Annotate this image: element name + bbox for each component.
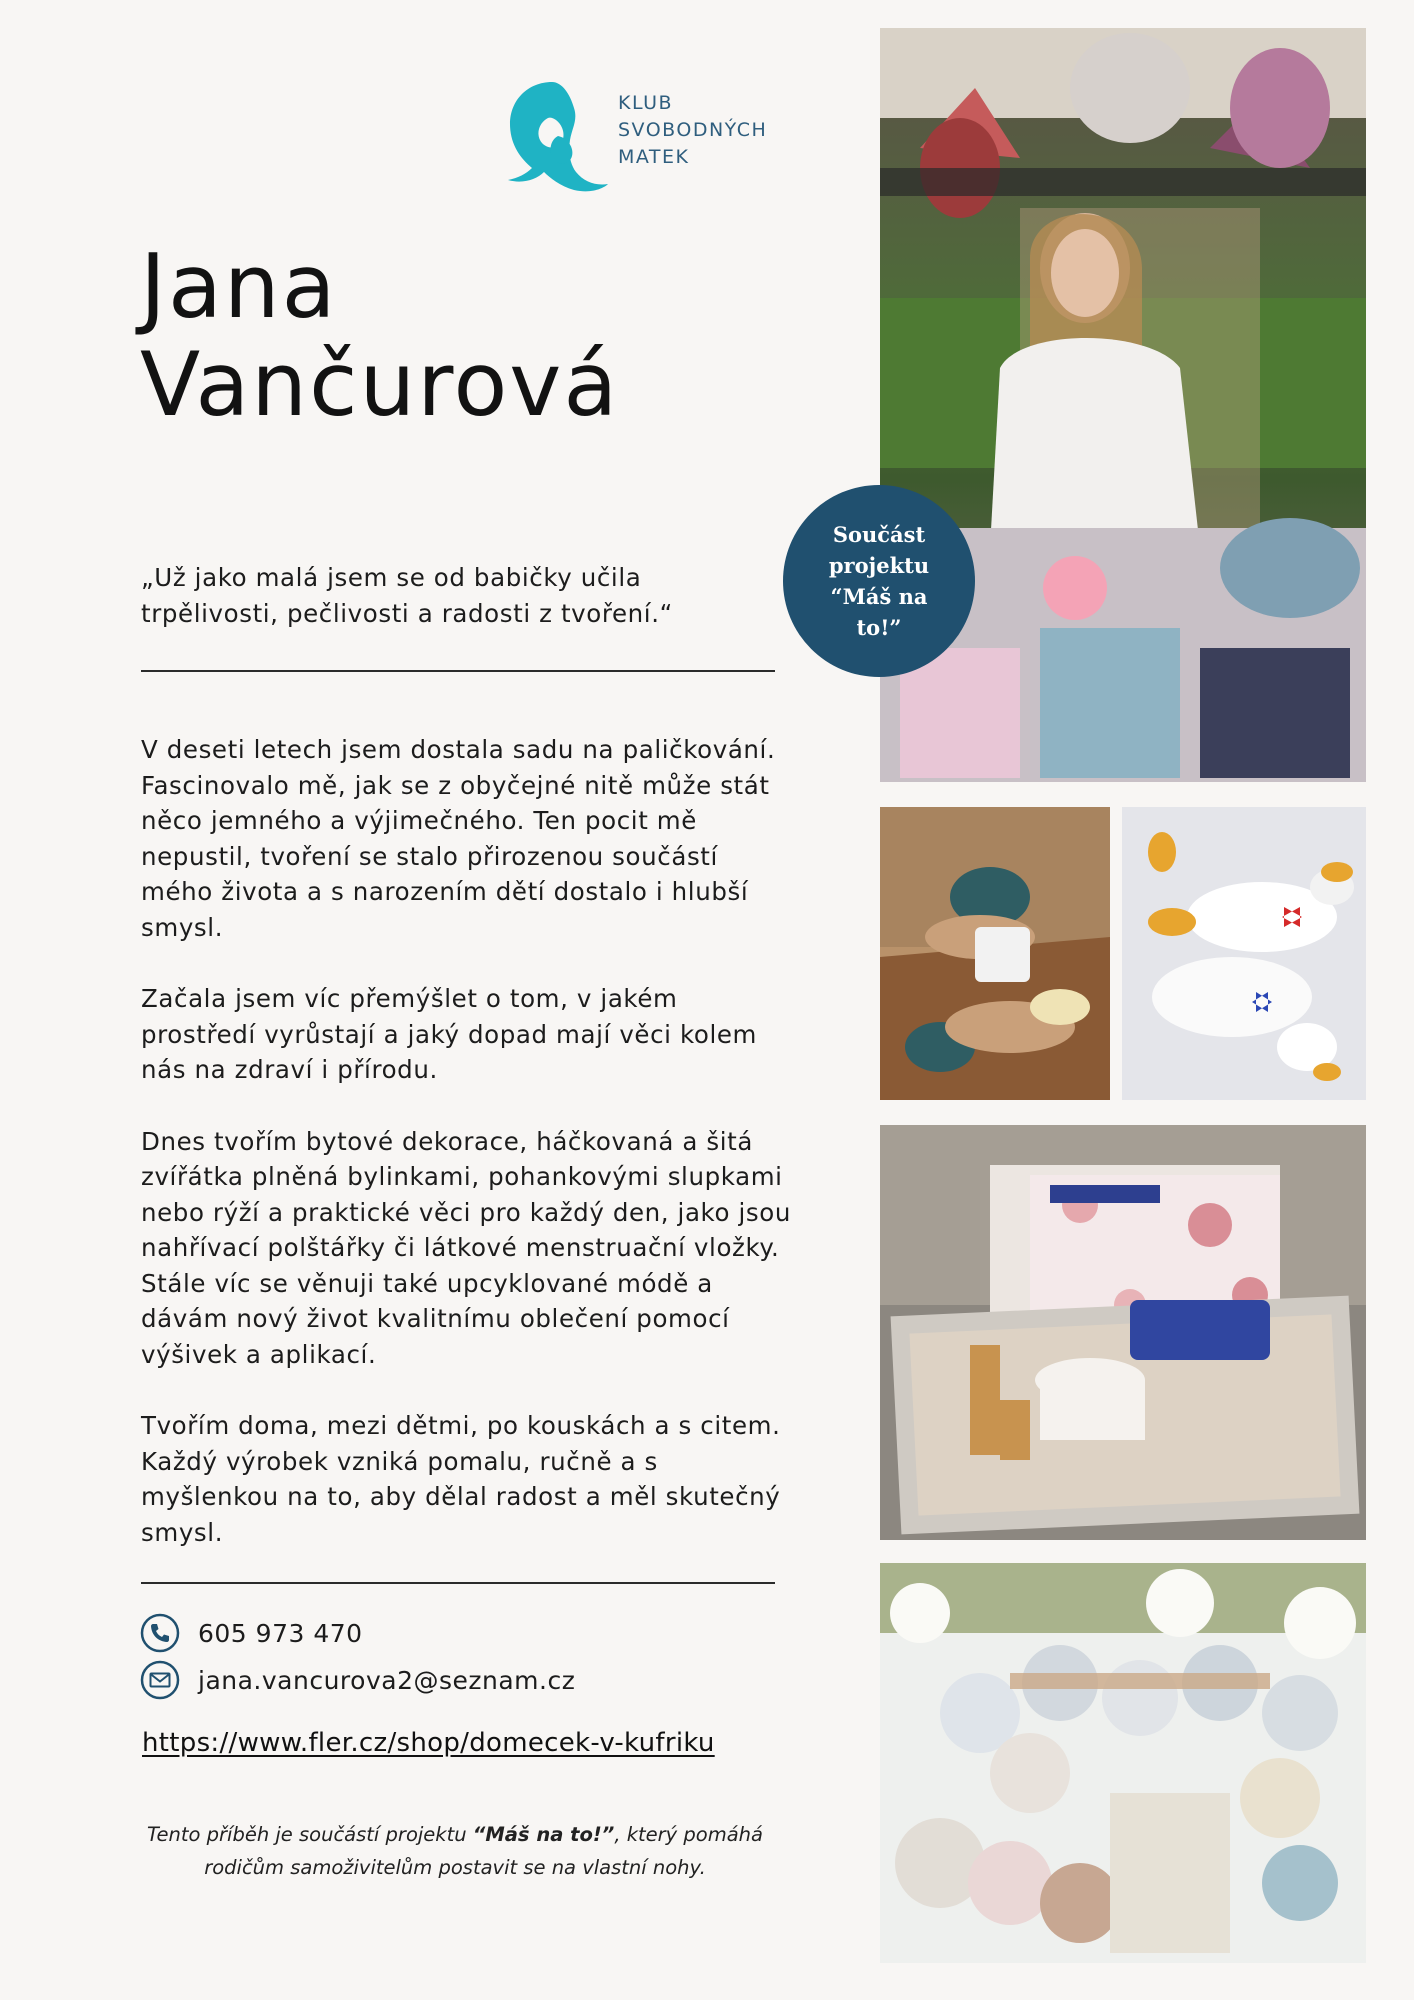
footnote-text-end: , který pomáhá rodičům samoživitelům postavit se na vlastní nohy. <box>204 1823 763 1879</box>
photo-market-stall-portrait <box>880 28 1366 782</box>
photo-crocheted-geese <box>1122 807 1366 1100</box>
club-logo <box>500 78 800 198</box>
contact-email[interactable] <box>140 1658 575 1702</box>
title-last-name: Vančurová <box>140 333 620 436</box>
page-title <box>140 235 740 436</box>
photo-crocheted-ducks <box>880 807 1110 1100</box>
envelope-icon <box>140 1660 180 1700</box>
title-first-name: Jana <box>140 235 338 338</box>
divider-top <box>141 670 775 672</box>
story-body <box>141 732 791 1586</box>
logo-line-3: MATEK <box>618 146 690 168</box>
contact-phone[interactable] <box>140 1611 363 1655</box>
story-paragraph-2: Začala jsem víc přemýšlet o tom, v jakém prostředí vyrůstají a jaký dopad mají věci kolem nás na zdraví i přírodu. <box>141 984 758 1084</box>
story-paragraph-4: Tvořím doma, mezi dětmi, po kouskách a s citem. Každý výrobek vzniká pomalu, ručně a s myšlenkou na to, aby dělal radost a měl skutečný smysl. <box>141 1411 781 1547</box>
phone-icon <box>140 1613 180 1653</box>
divider-bottom <box>141 1582 775 1584</box>
shop-link[interactable]: https://www.fler.cz/shop/domecek-v-kufriku <box>142 1728 715 1758</box>
project-footnote <box>120 1818 790 1884</box>
badge-text: Součást projektu “Máš na to!” <box>828 522 930 640</box>
email-address: jana.vancurova2@seznam.cz <box>198 1665 576 1695</box>
story-paragraph-1: V deseti letech jsem dostala sadu na paličkování. Fascinovalo mě, jak se z obyčejné nitě může stát něco jemného a výjimečného. Ten pocit mě nepustil, tvoření se stalo přirozenou součástí mého života a s narozením dětí dostalo i hlubší smysl. <box>141 735 776 942</box>
intro-quote: „Už jako malá jsem se od babičky učila trpělivosti, pečlivosti a radosti z tvoření.“ <box>141 563 673 628</box>
photo-reusable-pads <box>880 1563 1366 1963</box>
logo-text <box>618 90 767 171</box>
story-paragraph-3: Dnes tvořím bytové dekorace, háčkovaná a šitá zvířátka plněná bylinkami, pohankovými slupkami nebo rýží a praktické věci pro každý den, jako jsou nahřívací polštářky či látkové menstruační vložky. Stále víc se věnuji také upcyklované módě a dávám nový život kvalitnímu oblečení pomocí výšivek a aplikací. <box>141 1126 791 1369</box>
phone-number: 605 973 470 <box>198 1618 363 1648</box>
logo-line-1: KLUB <box>618 92 674 114</box>
photo-dollhouse-suitcase <box>880 1125 1366 1540</box>
footnote-project-name: “Máš na to!” <box>472 1823 615 1846</box>
footnote-text-start: Tento příběh je součástí projektu <box>147 1823 473 1846</box>
logo-line-2: SVOBODNÝCH <box>618 119 768 141</box>
project-badge <box>783 485 975 677</box>
mother-child-silhouette-icon <box>500 78 610 198</box>
